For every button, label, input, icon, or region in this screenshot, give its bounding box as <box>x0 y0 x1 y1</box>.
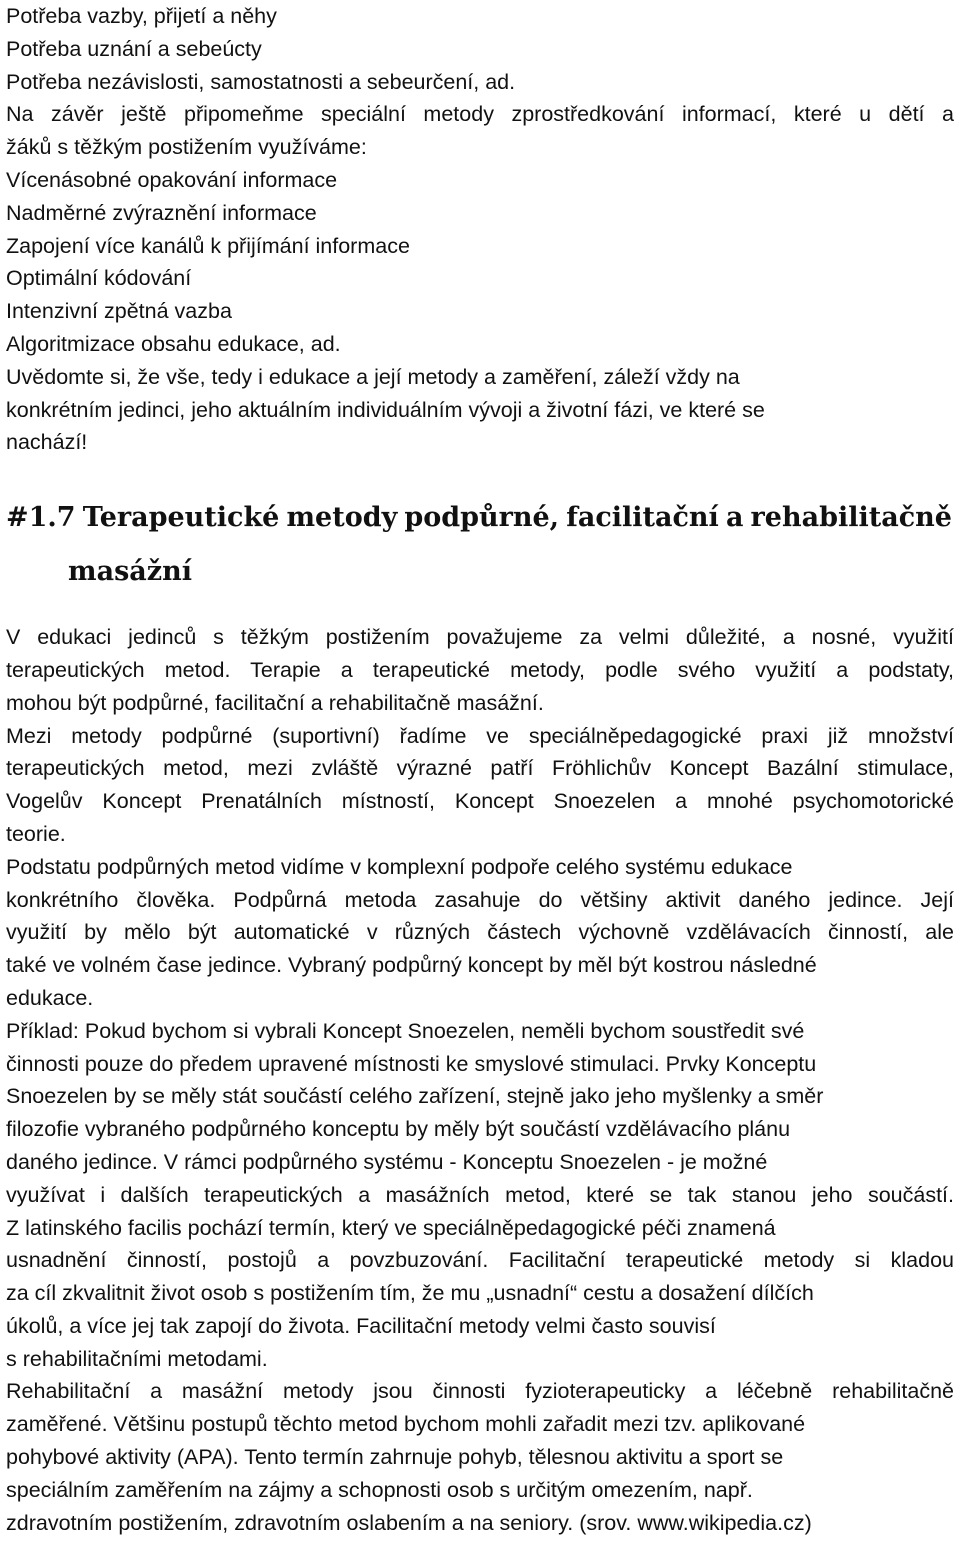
text-line: Uvědomte si, že vše, tedy i edukace a její metody a zaměření, záleží vždy na <box>6 364 740 389</box>
text-line: Nadměrné zvýraznění informace <box>6 200 317 225</box>
text-line: V edukaci jedinců s těžkým postižením považujeme za velmi důležité, a nosné, využití <box>6 625 954 650</box>
text-line: Mezi metody podpůrné (suportivní) řadíme ve speciálněpedagogické praxi již množství <box>6 723 954 748</box>
text-line: usnadnění činností, postojů a povzbuzování. Facilitační terapeutické metody si kladou <box>6 1248 954 1273</box>
heading-word: Terapeutické <box>82 502 280 534</box>
text-line: filozofie vybraného podpůrného konceptu by měly být součástí vzdělávacího plánu <box>6 1117 791 1142</box>
text-line: terapeutických metod. Terapie a terapeutické metody, podle svého využití a podstaty, <box>6 657 954 682</box>
text-line: Vícenásobné opakování informace <box>6 167 338 192</box>
section-heading-line-2: masážní <box>68 556 192 588</box>
text-line: také ve volném čase jedince. Vybraný podpůrný koncept by měl být kostrou následné <box>6 953 817 978</box>
text-line: Zapojení více kanálů k přijímání informace <box>6 233 410 258</box>
heading-word: podpůrné, <box>404 502 560 534</box>
text-line: Potřeba nezávislosti, samostatnosti a sebeurčení, ad. <box>6 69 516 94</box>
text-line: Optimální kódování <box>6 266 192 291</box>
text-line: daného jedince. V rámci podpůrného systému - Konceptu Snoezelen - je možné <box>6 1149 768 1174</box>
text-line: pohybové aktivity (APA). Tento termín zahrnuje pohyb, tělesnou aktivitu a sport se <box>6 1445 784 1470</box>
heading-word: a <box>725 502 744 534</box>
text-line: úkolů, a více jej tak zapojí do života. Facilitační metody velmi často souvisí <box>6 1313 716 1338</box>
text-line: Rehabilitační a masážní metody jsou činnosti fyzioterapeuticky a léčebně rehabilitačně <box>6 1379 954 1404</box>
text-line: žáků s těžkým postižením využíváme: <box>6 135 367 160</box>
intro-section <box>6 0 954 459</box>
text-line: zdravotním postižením, zdravotním oslabením a na seniory. (srov. www.wikipedia.cz) <box>6 1510 812 1535</box>
text-line: konkrétním jedinci, jeho aktuálním individuálním vývoji a životní fázi, ve které se <box>6 397 765 422</box>
text-line: Vogelův Koncept Prenatálních místností, Koncept Snoezelen a mnohé psychomotorické <box>6 789 954 814</box>
text-line: za cíl zkvalitnit život osob s postižením tím, že mu „usnadní“ cestu a dosažení dílčích <box>6 1281 814 1306</box>
text-line: zaměřené. Většinu postupů těchto metod bychom mohli zařadit mezi tzv. aplikované <box>6 1412 806 1437</box>
text-line: využití by mělo být automatické v různých částech výchovně vzdělávacích činností, ale <box>6 920 954 945</box>
text-line: edukace. <box>6 985 94 1010</box>
text-line: Intenzivní zpětná vazba <box>6 299 232 324</box>
text-line: Potřeba vazby, přijetí a něhy <box>6 4 277 28</box>
text-line: využívat i dalších terapeutických a masážních metod, které se tak stanou jeho součástí. <box>6 1182 954 1207</box>
text-line: nachází! <box>6 430 88 455</box>
text-line: speciálním zaměřením na zájmy a schopnosti osob s určitým omezením, např. <box>6 1477 753 1502</box>
body-section <box>6 621 954 1539</box>
text-line: Z latinského facilis pochází termín, který ve speciálněpedagogické péči znamená <box>6 1215 776 1240</box>
text-line: činnosti pouze do předem upravené místnosti ke smyslové stimulaci. Prvky Konceptu <box>6 1051 817 1076</box>
heading-word: facilitační <box>566 502 719 534</box>
text-line: mohou být podpůrné, facilitační a rehabilitačně masážní. <box>6 690 544 715</box>
text-line: konkrétního člověka. Podpůrná metoda zasahuje do většiny aktivit daného jedince. Její <box>6 887 954 912</box>
heading-word: #1.7 <box>6 502 76 534</box>
section-heading-line-1 <box>6 496 954 540</box>
section-heading <box>6 496 954 594</box>
text-line: teorie. <box>6 821 66 846</box>
heading-word: rehabilitačně <box>750 502 952 534</box>
text-line: Na závěr ještě připomeňme speciální metody zprostředkování informací, které u dětí a <box>6 102 954 127</box>
text-line: Snoezelen by se měly stát součástí celého zařízení, stejně jako jeho myšlenky a směr <box>6 1084 824 1109</box>
text-line: Potřeba uznání a sebeúcty <box>6 36 262 61</box>
text-line: Podstatu podpůrných metod vidíme v komplexní podpoře celého systému edukace <box>6 854 793 879</box>
text-line: s rehabilitačními metodami. <box>6 1346 268 1371</box>
text-line: Algoritmizace obsahu edukace, ad. <box>6 331 341 356</box>
heading-word: metody <box>286 502 398 534</box>
text-line: Příklad: Pokud bychom si vybrali Koncept Snoezelen, neměli bychom soustředit své <box>6 1018 805 1043</box>
text-line: terapeutických metod, mezi zvláště výrazné patří Fröhlichův Koncept Bazální stimulace, <box>6 756 954 781</box>
